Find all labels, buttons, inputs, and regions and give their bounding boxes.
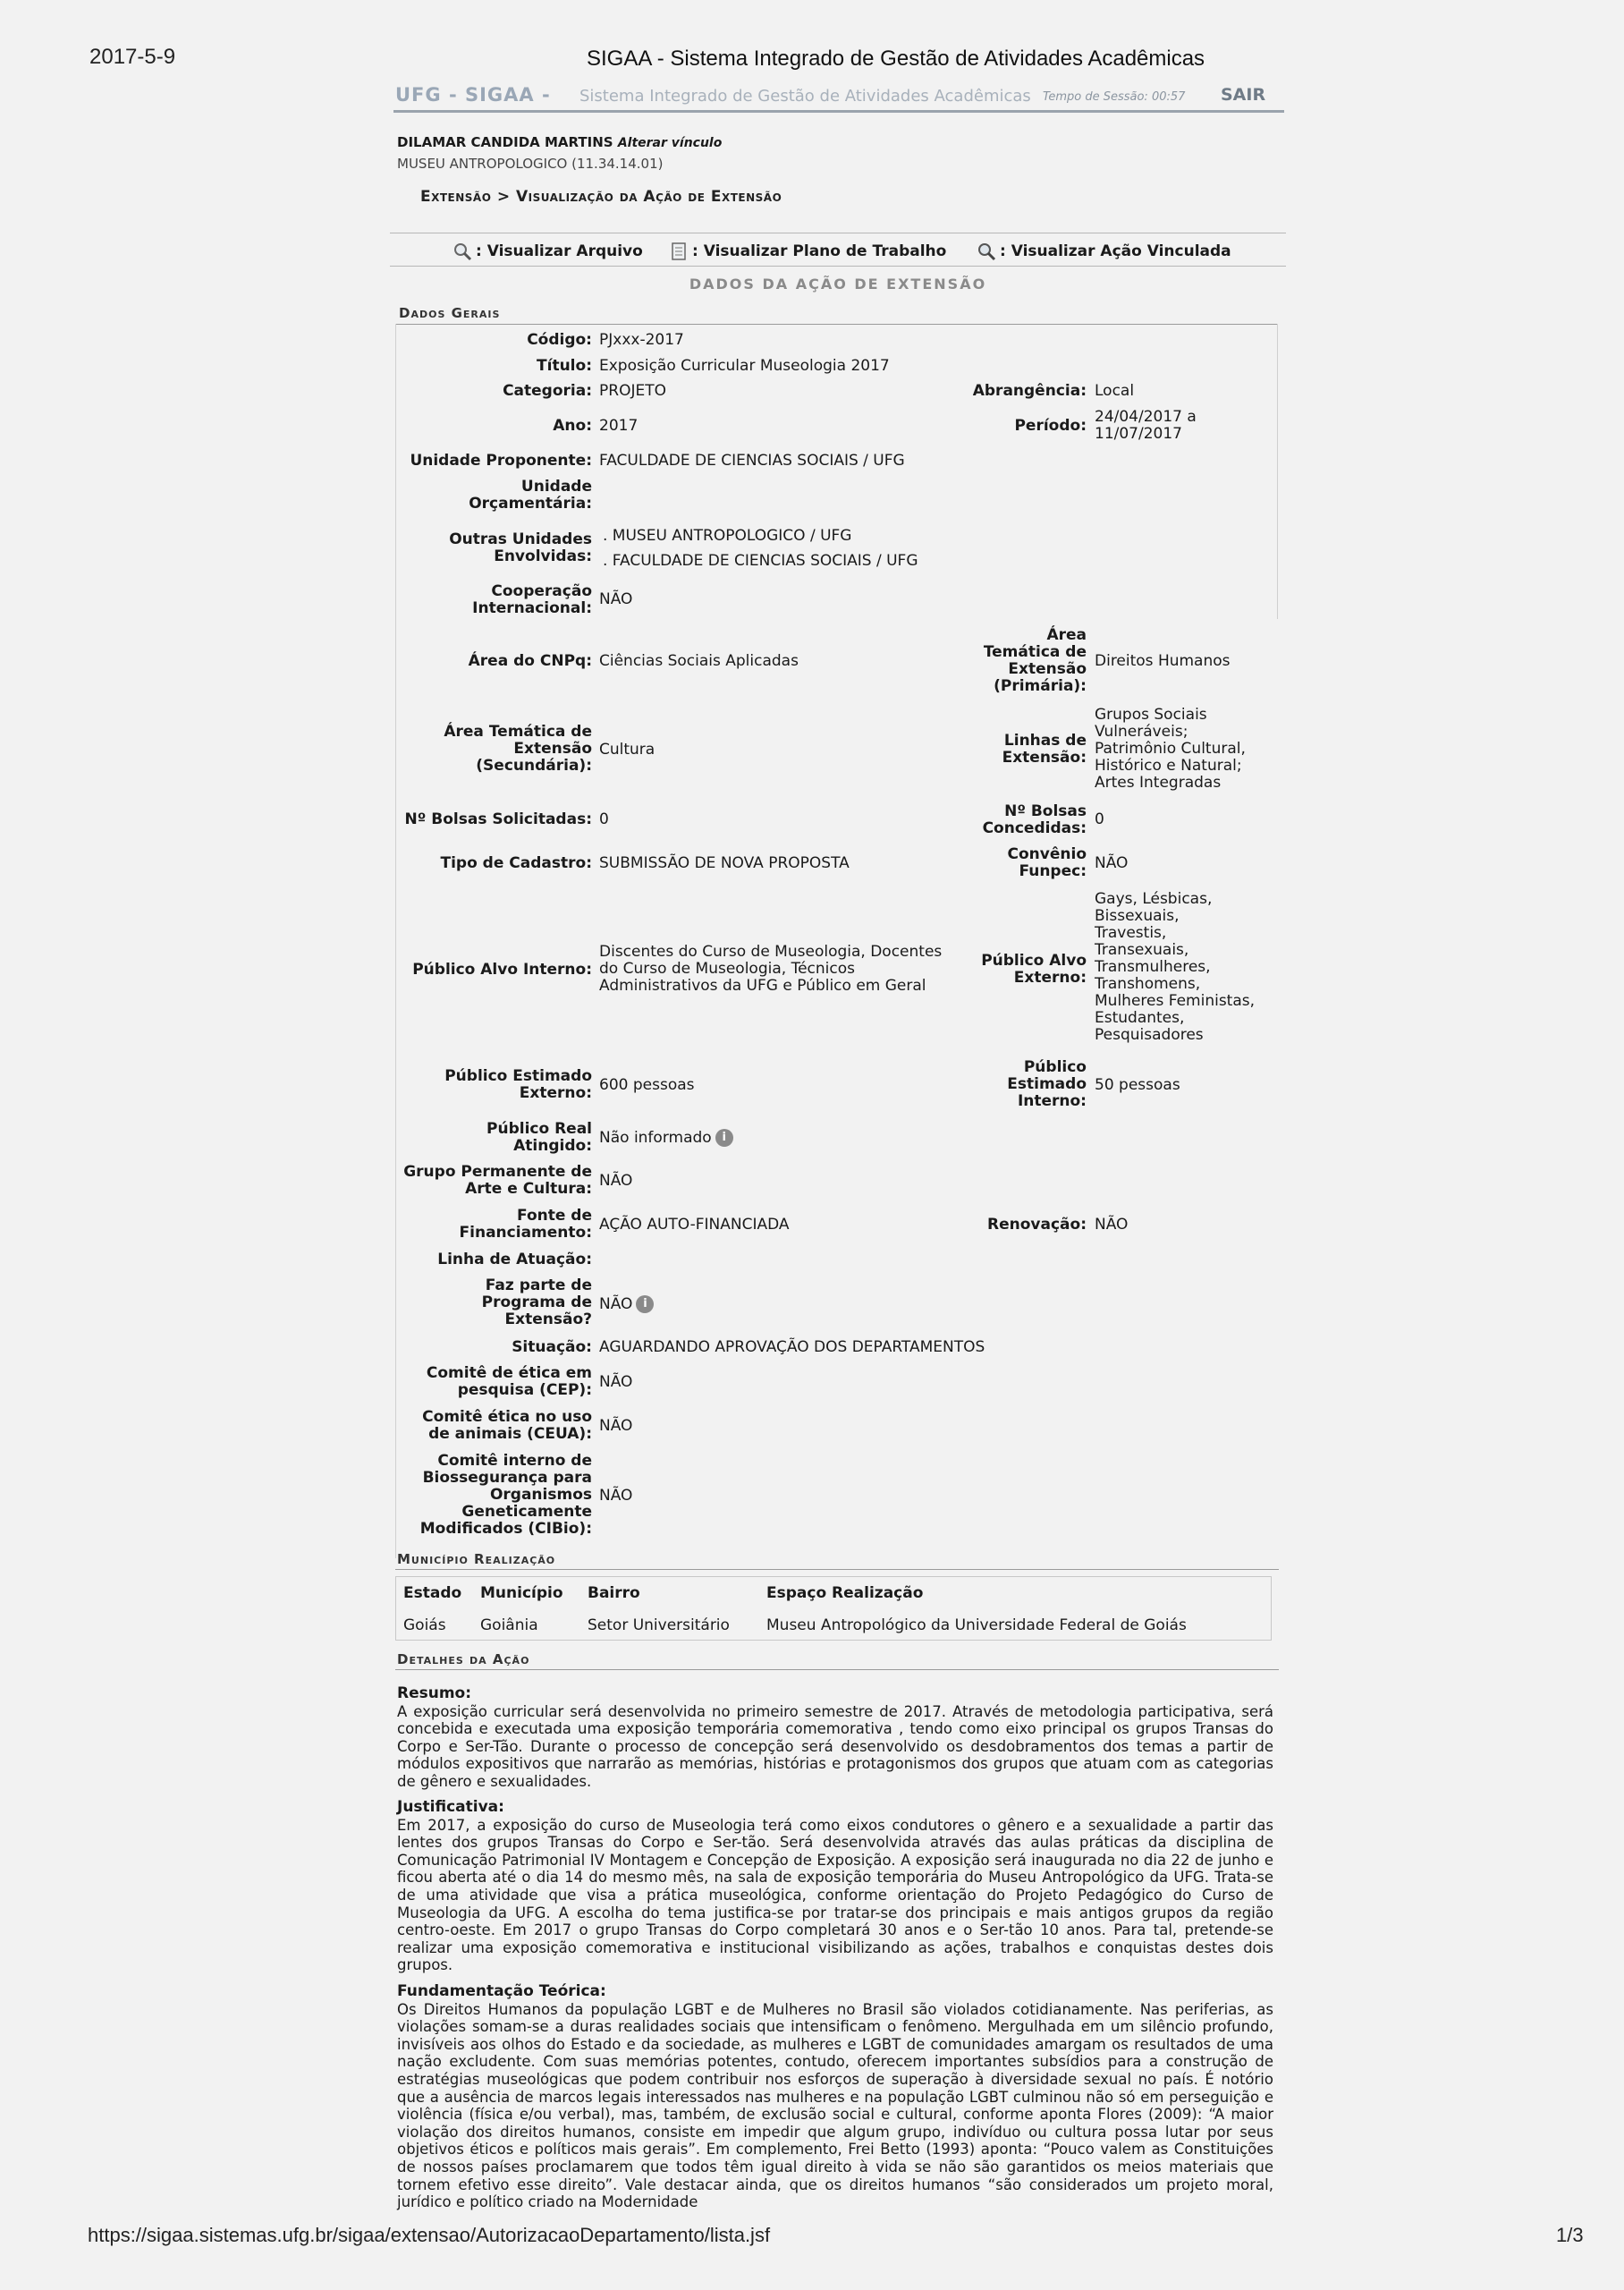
value-line: Transmulheres, — [1095, 958, 1211, 976]
label-line: Faz parte de — [485, 1276, 592, 1294]
print-url: https://sigaa.sistemas.ufg.br/sigaa/extensao/AutorizacaoDepartamento/lista.jsf — [88, 2224, 771, 2246]
real-text: Não informado — [599, 1129, 712, 1147]
renovacao-label: Renovação: — [987, 1216, 1087, 1234]
label-line: Atingido: — [513, 1137, 592, 1155]
label-line: Público Estimado — [444, 1067, 592, 1085]
publico-externo-value — [1095, 891, 1255, 1044]
view-file-label: : Visualizar Arquivo — [476, 242, 643, 260]
grupo-permanente-label — [386, 1164, 592, 1198]
convenio-label — [979, 846, 1087, 880]
codigo-label: Código: — [527, 331, 592, 349]
value-line: Transhomens, — [1095, 975, 1201, 993]
print-page-number: 1/3 — [1556, 2224, 1584, 2246]
cep-label — [386, 1365, 592, 1399]
outras-value — [603, 528, 918, 570]
label-line: Unidade — [520, 478, 592, 496]
resumo-section — [397, 1685, 1273, 1791]
cnpq-label: Área do CNPq: — [468, 652, 592, 670]
label-line: Comitê ética no uso — [422, 1408, 592, 1426]
col-bairro: Bairro — [588, 1584, 640, 1602]
col-municipio: Município — [480, 1584, 563, 1602]
estimado-externo-value: 600 pessoas — [599, 1076, 695, 1094]
outras-item: . MUSEU ANTROPOLOGICO / UFG — [603, 527, 852, 545]
titulo-value: Exposição Curricular Museologia 2017 — [599, 357, 890, 375]
label-line: Público Real — [486, 1120, 592, 1138]
coop-label — [386, 583, 592, 617]
value-line: Discentes do Curso de Museologia, Docentes — [599, 943, 943, 961]
unidade-label: Unidade Proponente: — [410, 452, 592, 470]
label-line: Público — [1023, 1058, 1087, 1076]
label-line: Temática de — [983, 643, 1087, 661]
abrangencia-label: Abrangência: — [972, 382, 1087, 400]
resumo-label: Resumo: — [397, 1684, 472, 1702]
cep-value: NÃO — [599, 1373, 633, 1391]
label-line: Comitê interno de — [437, 1452, 592, 1470]
renovacao-value: NÃO — [1095, 1216, 1129, 1234]
grupo-permanente-value: NÃO — [599, 1172, 633, 1190]
label-line: Cooperação — [491, 582, 592, 600]
abrangencia-value: Local — [1095, 382, 1135, 400]
tipo-value: SUBMISSÃO DE NOVA PROPOSTA — [599, 854, 850, 872]
label-line: (Primária): — [994, 677, 1087, 695]
session-timer: Tempo de Sessão: 00:57 — [1043, 90, 1186, 104]
label-line: pesquisa (CEP): — [457, 1381, 592, 1399]
bolsas-concedidas-label — [979, 803, 1087, 837]
fundamentacao-section — [397, 1983, 1273, 2211]
municipio-table — [395, 1576, 1272, 1641]
label-line: Grupo Permanente de — [403, 1163, 592, 1181]
section-title: DADOS DA AÇÃO DE EXTENSÃO — [689, 276, 987, 293]
label-line: Geneticamente — [461, 1503, 592, 1521]
label-line: (Secundária): — [476, 757, 592, 775]
estimado-interno-value: 50 pessoas — [1095, 1076, 1180, 1094]
label-line: Área — [1046, 626, 1087, 644]
label-line: Envolvidas: — [494, 547, 592, 565]
print-title: SIGAA - Sistema Integrado de Gestão de Atividades Acadêmicas — [587, 47, 1205, 71]
periodo-value — [1095, 409, 1197, 443]
tematica-primaria-value: Direitos Humanos — [1095, 652, 1231, 670]
label-line: de animais (CEUA): — [428, 1425, 592, 1443]
cibio-label — [386, 1453, 592, 1538]
label-line: Externo: — [519, 1084, 592, 1102]
label-line: Estimado — [1007, 1075, 1087, 1093]
justificativa-section — [397, 1799, 1273, 1974]
tipo-label: Tipo de Cadastro: — [440, 854, 592, 872]
linha-item: Vulneráveis; — [1095, 723, 1188, 741]
detalhes-heading: Detalhes da Ação — [397, 1651, 530, 1667]
publico-externo-label — [979, 953, 1087, 987]
user-unit: MUSEU ANTROPOLOGICO (11.34.14.01) — [397, 156, 664, 172]
estimado-interno-label — [979, 1059, 1087, 1110]
justificativa-text: Em 2017, a exposição do curso de Museologia terá como eixos condutores o gênero e a sexualidade a partir das lentes dos grupos Transas do Corpo e Ser-tão. Será desenvolvida através das aulas práticas da disciplina de Comunicação Patrimonial IV Montagem e Concepção de Exposição. A exposição será inaugurada no dia 22 de junho e ficou aberta até o dia 14 do mesmo mês, na sala de exposição temporária do Museu Antropológico da UFG. Trata-se de uma atividade que visa a prática museológica, conforme orientação do Projeto Pedagógico do Curso de Museologia da UFG. A escolha do tema justifica-se por tratar-se dos principais e mais antigos grupos da região centro-oeste. Em 2017 o grupo Transas do Corpo completará 30 anos e o Ser-tão 10 anos. Para tal, pretende-se realizar uma exposição comemorativa e institucional visibilizando as ações, trabalhos e conquistas destes dois grupos. — [397, 1816, 1273, 1974]
user-name: DILAMAR CANDIDA MARTINS — [397, 134, 613, 150]
cell-espaco: Museu Antropológico da Universidade Federal de Goiás — [766, 1616, 1187, 1634]
label-line: Fonte de — [517, 1207, 592, 1225]
titulo-label: Título: — [537, 357, 592, 375]
change-link-link[interactable]: Alterar vínculo — [617, 136, 723, 150]
label-line: Financiamento: — [459, 1224, 592, 1242]
label-line: Extensão: — [1002, 749, 1087, 767]
divider — [395, 1669, 1279, 1670]
real-atingido-value — [599, 1129, 733, 1147]
label-line: Extensão — [513, 740, 592, 758]
linha-item: Histórico e Natural; — [1095, 757, 1242, 775]
print-date: 2017-5-9 — [89, 45, 176, 69]
brand-logo[interactable]: UFG - SIGAA - — [395, 84, 551, 106]
label-line: Modificados (CIBio): — [419, 1520, 592, 1538]
label-line: Programa de — [481, 1293, 592, 1311]
magnifier-icon — [453, 242, 472, 261]
tematica-secundaria-label — [386, 724, 592, 775]
info-icon[interactable]: i — [636, 1295, 654, 1313]
info-icon[interactable]: i — [715, 1129, 733, 1147]
bolsas-solicitadas-value: 0 — [599, 810, 609, 828]
label-line: Extensão — [1008, 660, 1087, 678]
estimado-externo-label — [386, 1068, 592, 1102]
municipio-heading: Município Realização — [397, 1551, 556, 1567]
value-line: Transexuais, — [1095, 941, 1189, 959]
label-line: Organismos — [489, 1486, 592, 1504]
linha-item: Patrimônio Cultural, — [1095, 740, 1246, 758]
tematica-primaria-label — [979, 627, 1087, 695]
publico-interno-label: Público Alvo Interno: — [412, 961, 592, 979]
value-line: Gays, Lésbicas, — [1095, 890, 1213, 908]
ano-value: 2017 — [599, 417, 639, 435]
fonte-label — [386, 1208, 592, 1242]
user-info — [397, 134, 722, 150]
fonte-value: AÇÃO AUTO-FINANCIADA — [599, 1216, 790, 1234]
linhas-value — [1095, 707, 1246, 792]
toolbar — [390, 236, 1286, 267]
label-line: Externo: — [1013, 969, 1087, 987]
coop-value: NÃO — [599, 590, 633, 608]
view-plan-label: : Visualizar Plano de Trabalho — [692, 242, 947, 260]
ano-label: Ano: — [553, 417, 592, 435]
label-line: Linhas de — [1003, 732, 1087, 750]
cell-bairro: Setor Universitário — [588, 1616, 730, 1634]
publico-interno-value — [599, 944, 942, 995]
view-plan-button[interactable] — [669, 242, 946, 261]
label-line: Funpec: — [1019, 862, 1087, 880]
label-line: Convênio — [1007, 845, 1087, 863]
system-header — [393, 82, 1284, 113]
bolsas-concedidas-value: 0 — [1095, 810, 1104, 828]
magnifier-icon — [977, 242, 996, 261]
label-line: Área Temática de — [444, 723, 592, 741]
col-espaco: Espaço Realização — [766, 1584, 924, 1602]
programa-value — [599, 1295, 654, 1313]
periodo-end: 11/07/2017 — [1095, 425, 1182, 443]
real-atingido-label — [386, 1121, 592, 1155]
situacao-label: Situação: — [512, 1338, 592, 1356]
justificativa-label: Justificativa: — [397, 1798, 504, 1816]
outras-item: . FACULDADE DE CIENCIAS SOCIAIS / UFG — [603, 552, 918, 570]
fundamentacao-label: Fundamentação Teórica: — [397, 1982, 606, 2000]
label-line: Concedidas: — [982, 819, 1087, 837]
programa-label — [386, 1277, 592, 1328]
periodo-start: 24/04/2017 a — [1095, 408, 1197, 426]
label-line: Público Alvo — [981, 952, 1087, 970]
label-line: Extensão? — [504, 1310, 592, 1328]
label-line: Arte e Cultura: — [465, 1180, 592, 1198]
label-line: Outras Unidades — [449, 530, 592, 548]
label-line: Orçamentária: — [469, 495, 592, 513]
categoria-value: PROJETO — [599, 382, 666, 400]
general-heading: Dados Gerais — [399, 305, 501, 321]
tematica-secundaria-value: Cultura — [599, 741, 656, 759]
label-line: Internacional: — [472, 599, 592, 617]
programa-text: NÃO — [599, 1295, 633, 1313]
col-estado: Estado — [403, 1584, 462, 1602]
label-line: Biossegurança para — [422, 1469, 592, 1487]
cell-estado: Goiás — [403, 1616, 446, 1634]
periodo-label: Período: — [1014, 417, 1087, 435]
value-line: Travestis, — [1095, 924, 1167, 942]
label-line: Comitê de ética em — [426, 1364, 592, 1382]
bolsas-solicitadas-label: Nº Bolsas Solicitadas: — [404, 810, 592, 828]
orcamentaria-label — [386, 479, 592, 513]
situacao-value: AGUARDANDO APROVAÇÃO DOS DEPARTAMENTOS — [599, 1338, 985, 1356]
label-line: Interno: — [1017, 1092, 1087, 1110]
view-linked-label: : Visualizar Ação Vinculada — [1000, 242, 1231, 260]
linha-item: Artes Integradas — [1095, 774, 1222, 792]
logout-button[interactable]: SAIR — [1221, 85, 1266, 105]
document-icon — [669, 242, 689, 261]
breadcrumb: Extensão > Visualização da Ação de Extensão — [420, 188, 782, 206]
codigo-value: PJxxx-2017 — [599, 331, 684, 349]
ceua-label — [386, 1409, 592, 1443]
cnpq-value: Ciências Sociais Aplicadas — [599, 652, 799, 670]
unidade-value: FACULDADE DE CIENCIAS SOCIAIS / UFG — [599, 452, 905, 470]
label-line: Nº Bolsas — [1004, 802, 1087, 820]
divider — [395, 324, 1277, 325]
view-file-button[interactable] — [453, 242, 643, 261]
linha-atuacao-label: Linha de Atuação: — [437, 1251, 592, 1268]
value-line: Administrativos da UFG e Público em Geral — [599, 977, 926, 995]
linhas-label — [979, 733, 1087, 767]
fundamentacao-text: Os Direitos Humanos da população LGBT e de Mulheres no Brasil são violados cotidianamente. Nas periferias, as violações somam-se a duras realidades sociais que intensificam o fenômeno. Mergulhada em um silêncio profundo, invisíveis aos olhos do Estado e da sociedade, as mulheres e LGBT de comunidades amargam os resultados de uma nação excludente. Com suas memórias potentes, contudo, oferecem importantes subsídios para a construção de estratégias museológicas que podem contribuir nos esforços de superação à diversidade sexual no país. É notório que a ausência de marcos legais interessados nas mulheres e na população LGBT culminou não só em perseguição e violência (física e/ou verbal), mas, também, de exclusão social e cultural, conforme aponta Flores (2009): “A maior violação dos direitos humanos, consiste em impedir que algum grupo, indivíduo ou cultura possa lutar por seus objetivos éticos e políticos mais gerais”. Em complemento, Frei Betto (1993) aponta: “Pouco valem as Constituições de nossos países proclamarem que todos têm igual direito à vida se não são garantidos os meios materiais que tornem efetivo esse direito”. Vale destacar ainda, que os direitos humanos “são considerados um projeto moral, jurídico e político criado na Modernidade — [397, 2000, 1273, 2211]
ceua-value: NÃO — [599, 1417, 633, 1435]
value-line: Mulheres Feministas, — [1095, 992, 1256, 1010]
value-line: Pesquisadores — [1095, 1026, 1204, 1044]
linha-item: Grupos Sociais — [1095, 706, 1207, 724]
value-line: Estudantes, — [1095, 1009, 1185, 1027]
resumo-text: A exposição curricular será desenvolvida no primeiro semestre de 2017. Através de metodologia participativa, será concebida e executada uma exposição temporária comemorativa , tendo como eixo principal os grupos Transas do Corpo e Ser-Tão. Durante o processo de concepção será desenvolvido os desdobramentos dos temas a partir de módulos expositivos que narrarão as memórias, histórias e protagonismos dos grupos que atuam com as categorias de gênero e sexualidades. — [397, 1702, 1273, 1790]
view-linked-button[interactable] — [977, 242, 1231, 261]
outras-label — [386, 531, 592, 565]
system-subtitle: Sistema Integrado de Gestão de Atividades Acadêmicas — [579, 87, 1031, 106]
value-line: do Curso de Museologia, Técnicos — [599, 960, 855, 978]
cibio-value: NÃO — [599, 1487, 633, 1505]
convenio-value: NÃO — [1095, 854, 1129, 872]
divider — [395, 1569, 1279, 1570]
cell-municipio: Goiânia — [480, 1616, 538, 1634]
categoria-label: Categoria: — [503, 382, 592, 400]
panel-border — [1277, 324, 1278, 619]
value-line: Bissexuais, — [1095, 907, 1180, 925]
